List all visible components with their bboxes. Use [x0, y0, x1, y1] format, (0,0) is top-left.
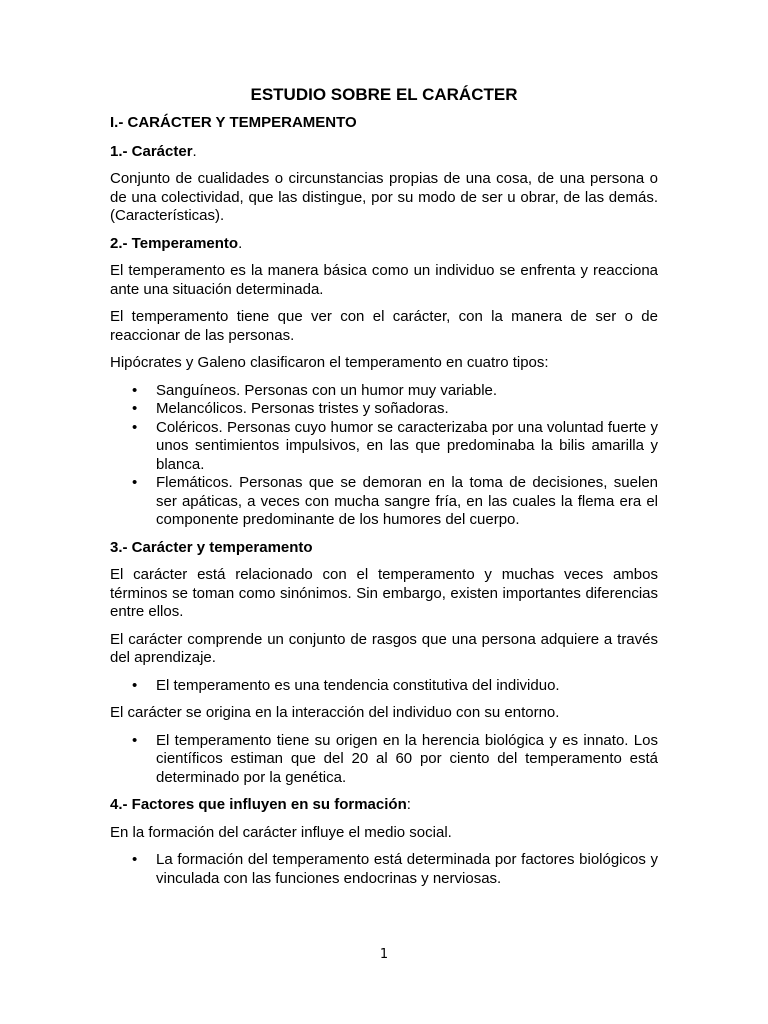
list-temperament-types	[110, 382, 658, 530]
list-temperamento-origen	[110, 732, 658, 788]
subheading-caracter-punct: .	[192, 142, 197, 160]
paragraph-origen-caracter: El carácter se origina en la interacción del individuo con su entorno.	[110, 704, 560, 721]
subheading-temperamento-label: 2.- Temperamento	[110, 234, 239, 252]
bullet-icon: •	[132, 418, 138, 436]
bullet-icon: •	[132, 400, 138, 417]
subheading-caracter	[110, 143, 658, 162]
subheading-caracter-y-temperamento-label: 3.- Carácter y temperamento	[110, 538, 313, 556]
subheading-temperamento	[110, 235, 658, 254]
list-item	[132, 400, 658, 419]
subheading-temperamento-punct: .	[238, 234, 243, 252]
paragraph-medio-social: En la formación del carácter influye el medio social.	[110, 823, 452, 841]
subheading-factores-label: 4.- Factores que influyen en su formación	[110, 796, 407, 813]
list-item	[132, 474, 658, 530]
paragraph-caracter-definition: Conjunto de cualidades o circunstancias propias de una cosa, de una persona o de una colectividad, que las distingue, por su modo de ser u obrar, de las demás. (Características).	[110, 170, 658, 224]
subheading-caracter-label: 1.- Carácter	[110, 142, 193, 160]
list-item-text: Coléricos. Personas cuyo humor se caracterizaba por una voluntad fuerte y unos sentimientos impulsivos, en las que predominaba la bilis amarilla y blanca.	[156, 418, 658, 473]
list-item-text: Melancólicos. Personas tristes y soñadoras.	[156, 400, 449, 417]
subheading-caracter-y-temperamento	[110, 539, 658, 558]
list-item-text: El temperamento tiene su origen en la herencia biológica y es innato. Los científicos estiman que del 20 al 60 por ciento del temperamento está determinado por la genética.	[156, 731, 658, 786]
section-heading: I.- CARÁCTER Y TEMPERAMENTO	[110, 114, 357, 131]
paragraph-temperamento-definition: El temperamento es la manera básica como un individuo se enfrenta y reacciona ante una situación determinada.	[110, 262, 658, 298]
list-item-text: El temperamento es una tendencia constitutiva del individuo.	[156, 676, 560, 694]
list-item-text: La formación del temperamento está determinada por factores biológicos y vinculada con las funciones endocrinas y nerviosas.	[156, 851, 658, 887]
document-title: ESTUDIO SOBRE EL CARÁCTER	[250, 85, 518, 104]
list-item	[132, 676, 658, 696]
list-factores-biologicos	[110, 851, 658, 888]
list-item	[132, 381, 658, 401]
page-number: 1	[379, 947, 389, 962]
bullet-icon: •	[132, 381, 138, 399]
bullet-icon: •	[132, 731, 138, 749]
bullet-icon: •	[132, 851, 138, 868]
subheading-factores	[110, 796, 658, 815]
paragraph-relacion: El carácter está relacionado con el temperamento y muchas veces ambos términos se toman como sinónimos. Sin embargo, existen importantes diferencias entre ellos.	[110, 566, 658, 620]
paragraph-rasgos: El carácter comprende un conjunto de rasgos que una persona adquiere a través del aprendizaje.	[110, 630, 658, 666]
subheading-factores-punct: :	[406, 796, 411, 813]
list-item	[132, 851, 658, 888]
list-item	[132, 731, 658, 788]
list-temperamento-tendencia	[110, 677, 658, 696]
paragraph-hipocrates-galeno: Hipócrates y Galeno clasificaron el temperamento en cuatro tipos:	[110, 354, 549, 371]
list-item-text: Flemáticos. Personas que se demoran en la toma de decisiones, suelen ser apáticas, a veces con mucha sangre fría, en las cuales la flema era el componente predominante de los humores del cuerpo.	[156, 474, 658, 528]
bullet-icon: •	[132, 474, 138, 491]
paragraph-temperamento-caracter: El temperamento tiene que ver con el carácter, con la manera de ser o de reaccionar de las personas.	[110, 308, 658, 344]
list-item	[132, 418, 658, 475]
bullet-icon: •	[132, 676, 138, 694]
list-item-text: Sanguíneos. Personas con un humor muy variable.	[156, 381, 498, 399]
